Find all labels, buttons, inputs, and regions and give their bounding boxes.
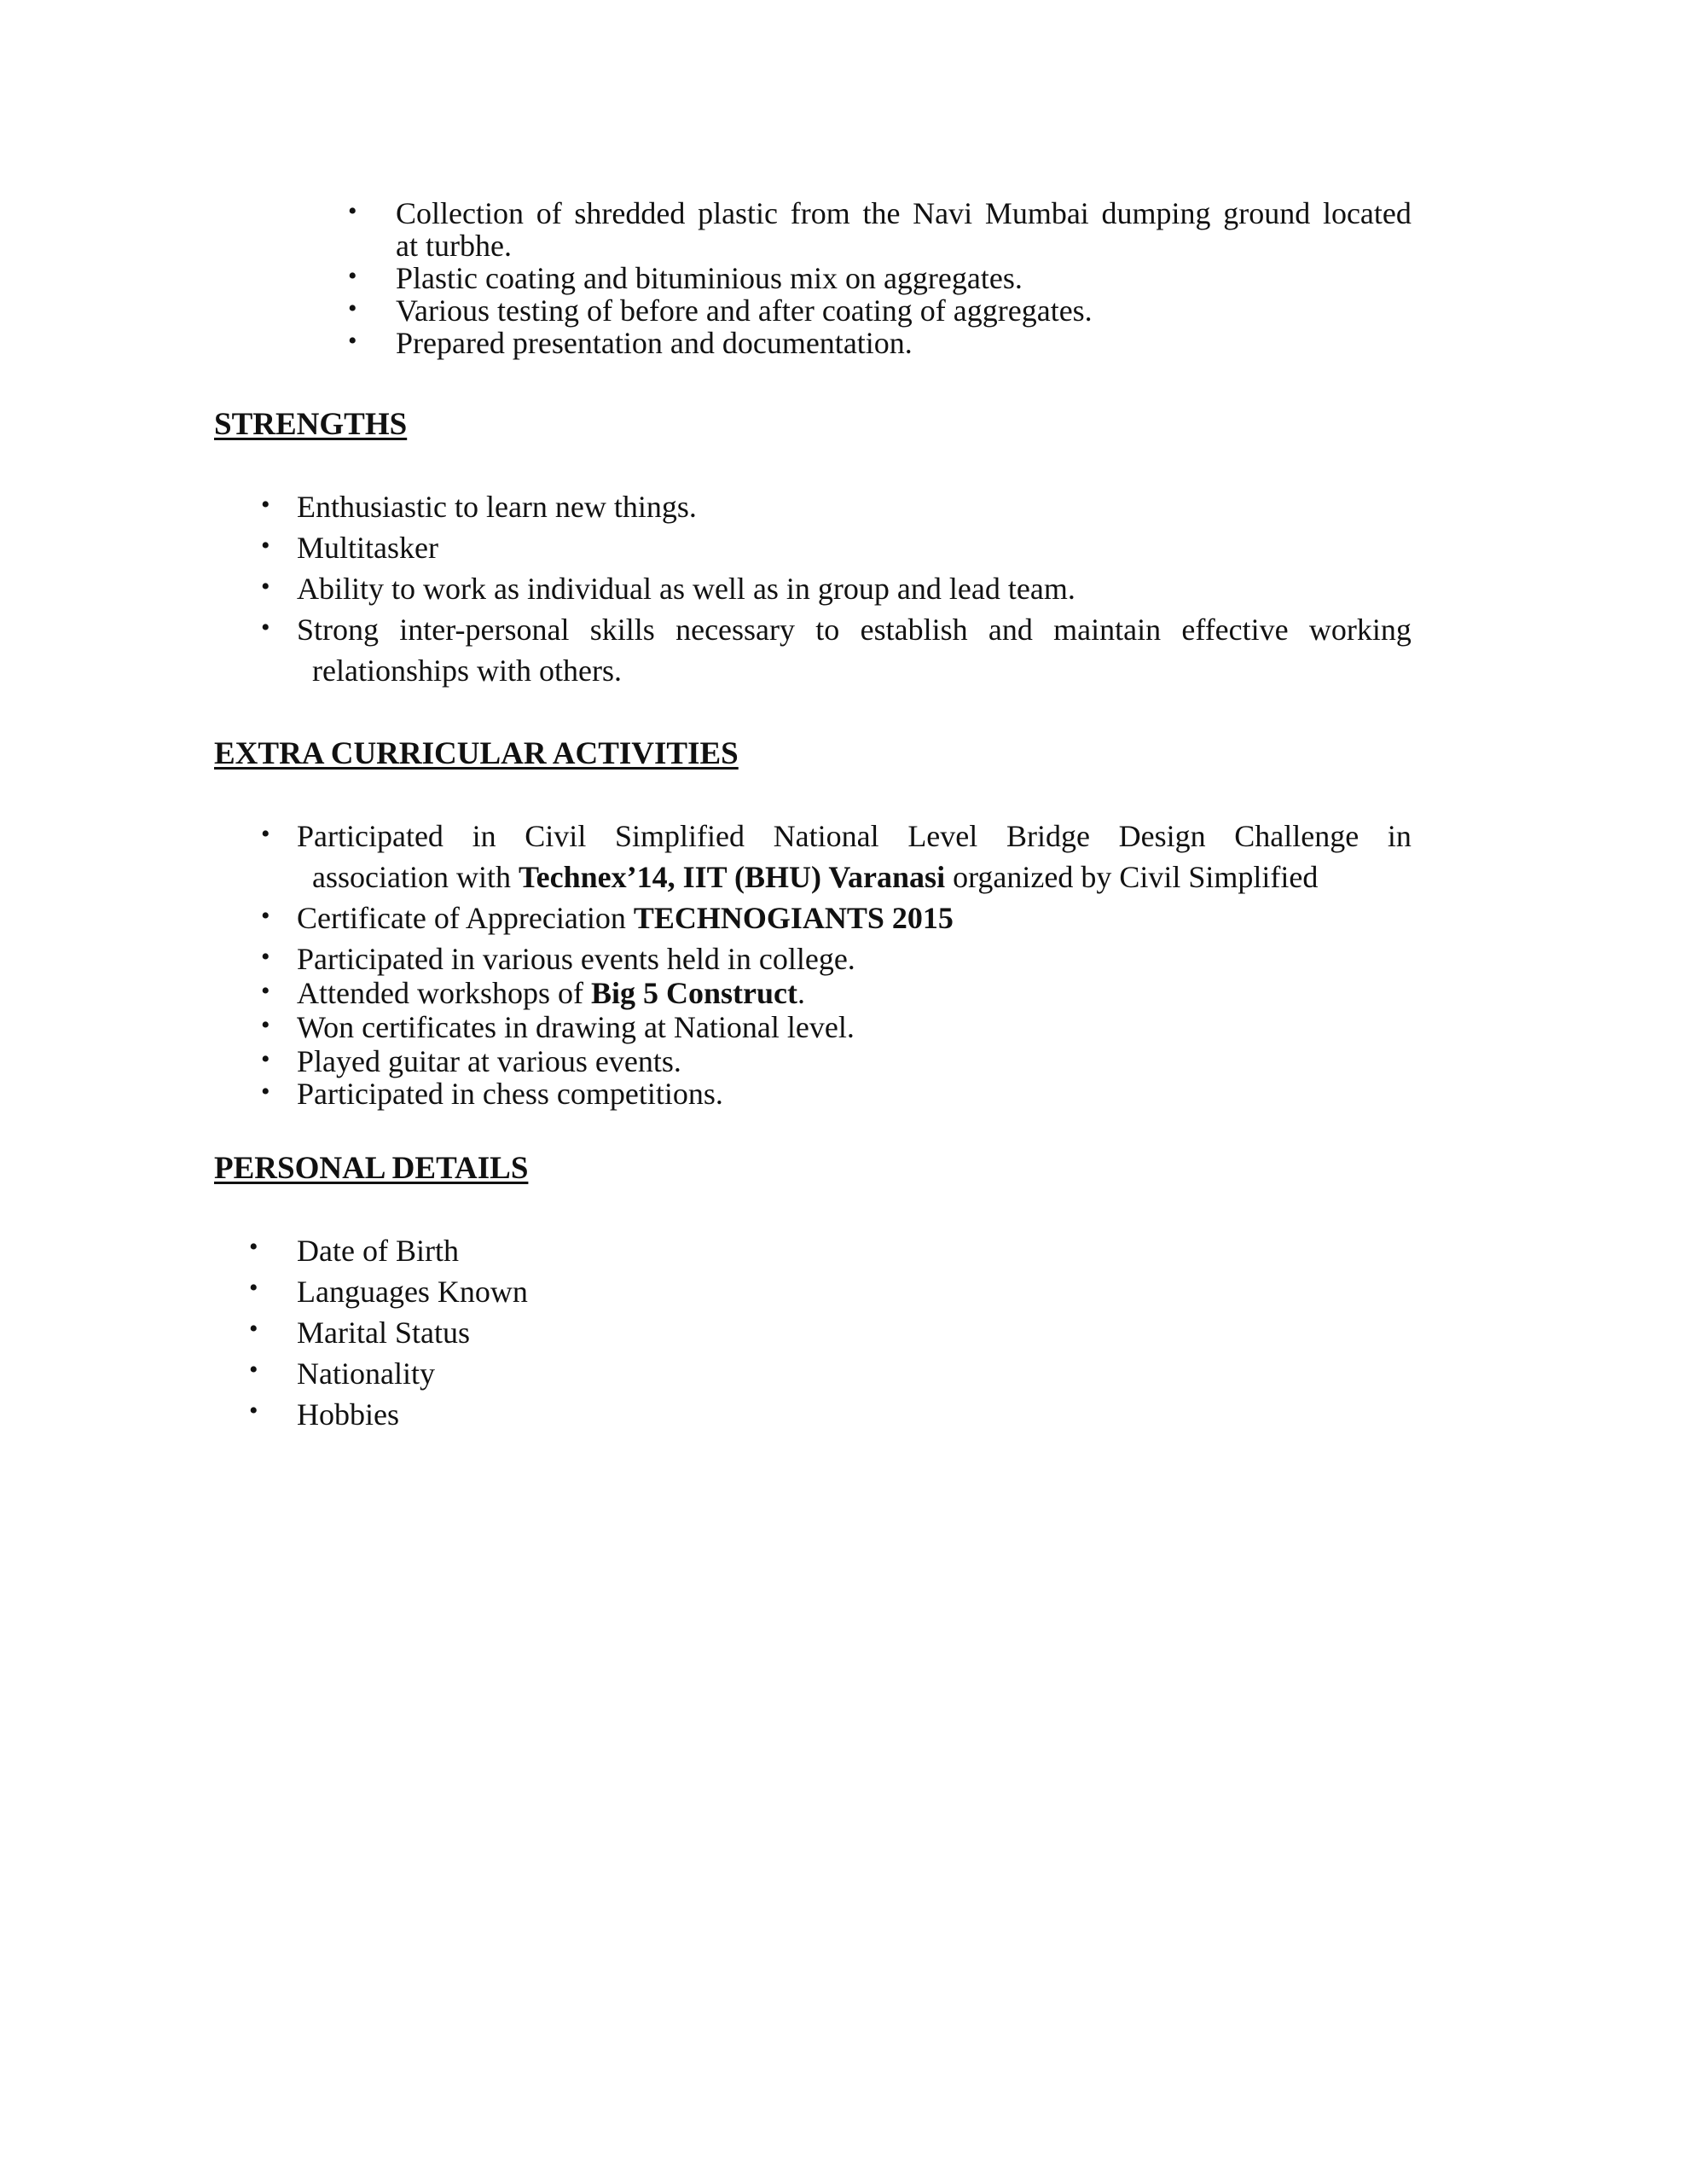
word: maintain [1053, 613, 1162, 647]
word: dumping [1101, 196, 1211, 230]
activity-text: association with [312, 860, 519, 894]
word: skills [589, 613, 655, 647]
project-task-item-4: Prepared presentation and documentation. [396, 326, 913, 360]
word: in [1387, 819, 1412, 853]
personal-detail-marital-status: Marital Status [297, 1316, 470, 1350]
word: from [790, 196, 850, 230]
activity-bold-text: TECHNOGIANTS 2015 [633, 901, 954, 935]
bullet-icon: • [261, 943, 270, 971]
bullet-icon: • [249, 1315, 258, 1343]
word: National [773, 819, 879, 853]
bullet-icon: • [261, 1077, 270, 1106]
word: working [1308, 613, 1412, 647]
activity-item-7: Participated in chess competitions. [297, 1077, 723, 1111]
bullet-icon: • [261, 613, 270, 642]
word: located [1322, 196, 1412, 230]
personal-details-heading: PERSONAL DETAILS [214, 1151, 529, 1186]
activity-item-2 [297, 901, 954, 935]
word: Civil [525, 819, 587, 853]
bullet-icon: • [348, 327, 357, 355]
activity-item-3: Participated in various events held in college. [297, 942, 855, 976]
strength-item-2: Multitasker [297, 531, 438, 565]
word: and [988, 613, 1033, 647]
activity-item-4 [297, 976, 805, 1010]
project-task-item-3: Various testing of before and after coating of aggregates. [396, 293, 1093, 328]
word: plastic [698, 196, 779, 230]
personal-detail-languages-known: Languages Known [297, 1275, 528, 1309]
word: Strong [297, 613, 380, 647]
activity-bold-text: Technex’14, IIT (BHU) Varanasi [518, 860, 946, 894]
word: Bridge [1006, 819, 1090, 853]
bullet-icon: • [348, 262, 357, 290]
activity-text: Attended workshops of [297, 976, 591, 1010]
bullet-icon: • [348, 294, 357, 322]
activity-item-1 [297, 819, 1412, 853]
personal-detail-hobbies: Hobbies [297, 1397, 399, 1432]
bullet-icon: • [249, 1356, 258, 1384]
activity-text: organized by Civil Simplified [945, 860, 1319, 894]
strength-item-4-continuation: relationships with others. [312, 653, 622, 688]
bullet-icon: • [348, 197, 357, 225]
strength-item-1: Enthusiastic to learn new things. [297, 490, 697, 524]
bullet-icon: • [261, 531, 270, 560]
bullet-icon: • [249, 1274, 258, 1302]
personal-detail-nationality: Nationality [297, 1356, 435, 1391]
bullet-icon: • [249, 1233, 258, 1261]
bullet-icon: • [261, 491, 270, 519]
strength-item-4 [297, 613, 1412, 647]
activity-text: Certificate of Appreciation [297, 901, 634, 935]
word: effective [1181, 613, 1289, 647]
word: Level [907, 819, 978, 853]
bullet-icon: • [261, 572, 270, 601]
bullet-icon: • [261, 1011, 270, 1039]
word: the [862, 196, 901, 230]
project-task-item-1-continuation: at turbhe. [396, 229, 512, 263]
word: Simplified [615, 819, 745, 853]
word: in [472, 819, 496, 853]
bullet-icon: • [249, 1397, 258, 1425]
project-task-item-2: Plastic coating and bituminious mix on aggregates. [396, 261, 1023, 295]
activity-bold-text: Big 5 Construct [590, 976, 797, 1010]
bullet-icon: • [261, 902, 270, 930]
word: to [815, 613, 840, 647]
project-task-item-1 [396, 196, 1412, 230]
bullet-icon: • [261, 1045, 270, 1073]
word: establish [860, 613, 968, 647]
word: inter-personal [399, 613, 570, 647]
activity-item-6: Played guitar at various events. [297, 1044, 681, 1078]
strength-item-3: Ability to work as individual as well as in group and lead team. [297, 572, 1075, 606]
activity-item-5: Won certificates in drawing at National level. [297, 1010, 855, 1044]
word: Navi [913, 196, 973, 230]
word: shredded [574, 196, 686, 230]
word: ground [1223, 196, 1311, 230]
activity-item-1-continuation [312, 860, 1318, 894]
word: Challenge [1234, 819, 1359, 853]
word: necessary [675, 613, 796, 647]
personal-detail-date-of-birth: Date of Birth [297, 1234, 459, 1268]
bullet-icon: • [261, 820, 270, 848]
strengths-heading: STRENGTHS [214, 407, 408, 442]
word: of [536, 196, 562, 230]
bullet-icon: • [261, 977, 270, 1005]
word: Design [1118, 819, 1206, 853]
word: Mumbai [984, 196, 1089, 230]
extra-curricular-heading: EXTRA CURRICULAR ACTIVITIES [214, 736, 739, 771]
activity-text: . [797, 976, 805, 1010]
word: Participated [297, 819, 443, 853]
word: Collection [396, 196, 524, 230]
